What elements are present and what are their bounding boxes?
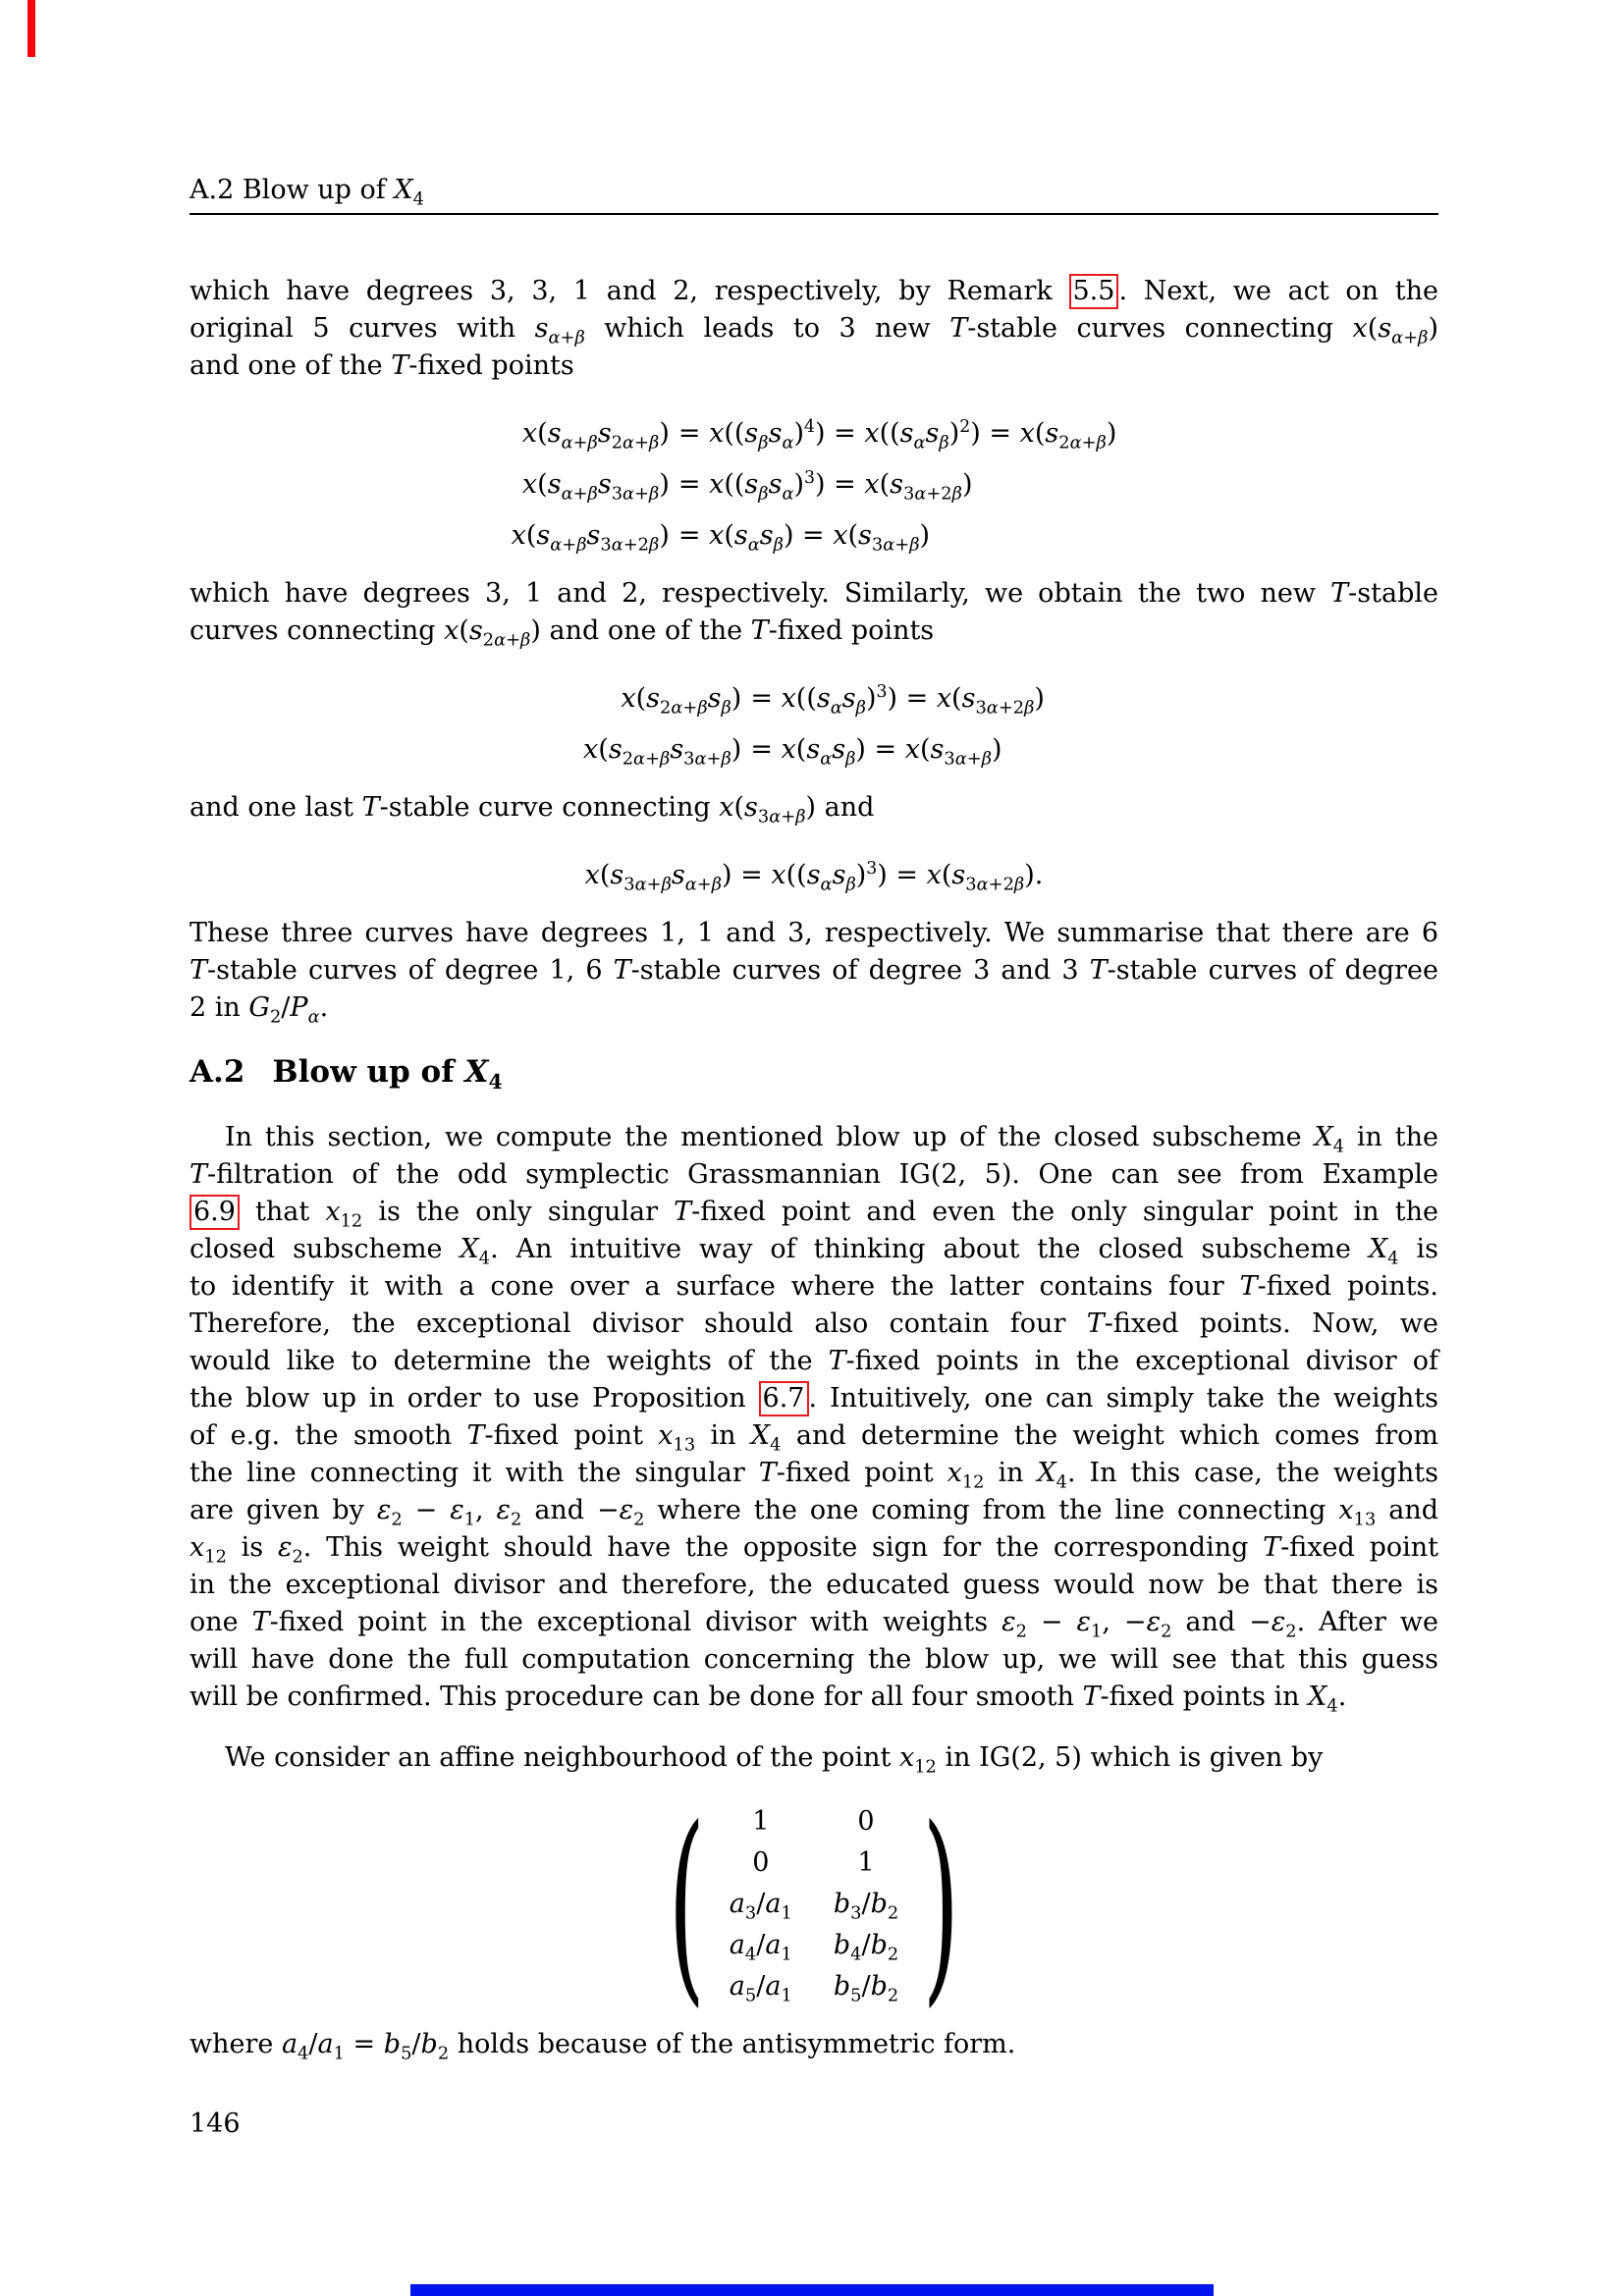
section-heading <box>189 1050 1438 1094</box>
matrix-cell: 0 <box>752 1847 770 1878</box>
equation-lhs: $x(s_{2\alpha+\beta}s_\beta)$ <box>621 683 742 719</box>
paragraph <box>189 273 1438 385</box>
paragraph <box>189 1739 1438 1777</box>
paragraph-line: 2 in $G_2/P_\alpha$. <box>189 992 329 1028</box>
matrix-cell: $a_4/a_1$ <box>729 1930 792 1965</box>
paragraph-line: in the exceptional divisor and therefore, the educated guess would now be that there is <box>189 1570 1438 1600</box>
paragraph-line: which have degrees 3, 1 and 2, respectively. Similarly, we obtain the two new T-stable <box>189 578 1438 609</box>
display-equation-group <box>189 673 1438 775</box>
paragraph-line: to identify it with a cone over a surface where the latter contains four T-fixed points. <box>189 1271 1438 1302</box>
paragraph <box>189 2026 1438 2063</box>
matrix-cell: $b_5/b_2$ <box>833 1971 899 2006</box>
reference-link[interactable]: 5.5 <box>1069 274 1119 309</box>
paragraph <box>189 789 1438 827</box>
paragraph-line: are given by $\varepsilon_2 - \varepsilon_1$, $\varepsilon_2$ and $-\varepsilon_2$ where the one coming from the line connecting $x_{13}$ and <box>189 1495 1438 1530</box>
display-equation <box>189 850 1438 901</box>
paragraph-line: would like to determine the weights of the T-fixed points in the exceptional divisor of <box>189 1346 1438 1376</box>
paragraph <box>189 575 1438 650</box>
running-head: A.2 Blow up of $X_4$ <box>189 175 1438 215</box>
matrix-cell: $b_3/b_2$ <box>833 1889 899 1924</box>
reference-link[interactable]: 6.9 <box>189 1195 240 1230</box>
paragraph-line: Therefore, the exceptional divisor should also contain four T-fixed points. Now, we <box>189 1308 1438 1339</box>
paragraph-line: and one last T-stable curve connecting $x(s_{3\alpha+\beta})$ and <box>189 792 875 828</box>
equation-rhs: = $x((s_\beta s_\alpha)^3) = x(s_{3\alpha+2\beta})$ <box>677 468 973 505</box>
section-number: A.2 <box>189 1054 245 1090</box>
paragraph-line: closed subscheme $X_4$. An intuitive way of thinking about the closed subscheme $X_4$ is <box>189 1234 1438 1269</box>
paragraph-line: and one of the T-fixed points <box>189 350 574 381</box>
equation-rhs: = $x(s_\alpha s_\beta) = x(s_{3\alpha+\beta})$ <box>677 520 931 556</box>
paragraph-line: will have done the full computation concerning the blow up, we will see that this guess <box>189 1644 1438 1675</box>
matrix-cell: $b_4/b_2$ <box>833 1930 899 1965</box>
bottom-blue-bar <box>410 2284 1214 2296</box>
paragraph-line: T-filtration of the odd symplectic Grassmannian IG(2, 5). One can see from Example <box>189 1159 1438 1190</box>
display-equation-group <box>189 408 1438 561</box>
paragraph-line: the blow up in order to use Proposition 6.7 . Intuitively, one can simply take the weights <box>189 1380 1438 1417</box>
paragraph-line: of e.g. the smooth T-fixed point $x_{13}$ in $X_4$ and determine the weight which comes from <box>189 1420 1439 1456</box>
matrix-cell: 1 <box>857 1847 875 1878</box>
paragraph-line: T-stable curves of degree 1, 6 T-stable curves of degree 3 and 3 T-stable curves of degree <box>189 955 1438 986</box>
paragraph-line: $x_{12}$ is $\varepsilon_2$. This weight should have the opposite sign for the corresponding T-fixed point <box>189 1532 1438 1568</box>
paragraph-line: the line connecting it with the singular T-fixed point $x_{12}$ in $X_4$. In this case, the weights <box>189 1458 1438 1493</box>
aligned-equations <box>583 673 1045 775</box>
paragraph <box>189 915 1438 1027</box>
aligned-equations <box>512 408 1117 561</box>
equation-lhs: $x(s_{\alpha+\beta}s_{2\alpha+\beta})$ <box>521 418 670 454</box>
paragraph-line: where $a_4/a_1 = b_5/b_2$ holds because of the antisymmetric form. <box>189 2029 1016 2064</box>
paragraph-line: 6.9 that $x_{12}$ is the only singular T-fixed point and even the only singular point in the <box>189 1194 1438 1231</box>
equation-lhs: $x(s_{\alpha+\beta}s_{3\alpha+\beta})$ <box>521 469 670 505</box>
equation-rhs: = $x(s_\alpha s_\beta) = x(s_{3\alpha+\beta})$ <box>750 734 1002 770</box>
top-left-red-mark <box>27 0 35 57</box>
matrix-cell: 0 <box>857 1806 875 1837</box>
equation-rhs: = $x((s_\beta s_\alpha)^4) = x((s_\alpha s_\beta)^2) = x(s_{2\alpha+\beta})$ <box>677 417 1117 454</box>
paragraph-line: These three curves have degrees 1, 1 and 3, respectively. We summarise that there are 6 <box>189 918 1438 948</box>
reference-link[interactable]: 6.7 <box>759 1381 809 1416</box>
equation-line: $x(s_{3\alpha+\beta}s_{\alpha+\beta}) = x((s_\alpha s_\beta)^3) = x(s_{3\alpha+2\beta})$. <box>584 859 1044 895</box>
paragraph-line: which have degrees 3, 3, 1 and 2, respectively, by Remark 5.5 . Next, we act on the <box>189 273 1438 310</box>
matrix-cell: 1 <box>752 1806 770 1837</box>
paragraph-line: original 5 curves with $s_{\alpha+\beta}$ which leads to 3 new T-stable curves connecting $x(s_{\alpha+\beta})$ <box>189 313 1438 348</box>
matrix-cell: $a_3/a_1$ <box>729 1889 792 1924</box>
paragraph-line: We consider an affine neighbourhood of the point $x_{12}$ in IG(2, 5) which is given by <box>225 1742 1324 1778</box>
paragraph-line: curves connecting $x(s_{2\alpha+\beta})$ and one of the T-fixed points <box>189 615 935 651</box>
matrix-display <box>189 1783 1438 2025</box>
equation-lhs: $x(s_{2\alpha+\beta}s_{3\alpha+\beta})$ <box>583 734 742 770</box>
paragraph <box>189 1119 1438 1716</box>
page-number: 146 <box>189 2109 241 2139</box>
paragraph-line: will be confirmed. This procedure can be done for all four smooth T-fixed points in $X_4$. <box>189 1682 1347 1717</box>
equation-rhs: = $x((s_\alpha s_\beta)^3) = x(s_{3\alpha+2\beta})$ <box>750 682 1045 719</box>
main-text-column <box>189 273 1438 2087</box>
left-paren: ( <box>668 1783 706 2025</box>
paragraph-line: one T-fixed point in the exceptional divisor with weights $\varepsilon_2 - \varepsilon_1$, $-\varepsilon_2$ and $-\varepsilon_2$. After we <box>189 1607 1438 1642</box>
equation-lhs: $x(s_{\alpha+\beta}s_{3\alpha+2\beta})$ <box>511 520 670 556</box>
paragraph-line: In this section, we compute the mentioned blow up of the closed subscheme $X_4$ in the <box>225 1122 1438 1157</box>
matrix-cell: $a_5/a_1$ <box>729 1971 792 2006</box>
matrix <box>646 1783 982 2025</box>
matrix-grid <box>720 1801 908 2007</box>
right-paren: ) <box>922 1783 960 2025</box>
section-title: Blow up of $X_4$ <box>272 1054 503 1095</box>
